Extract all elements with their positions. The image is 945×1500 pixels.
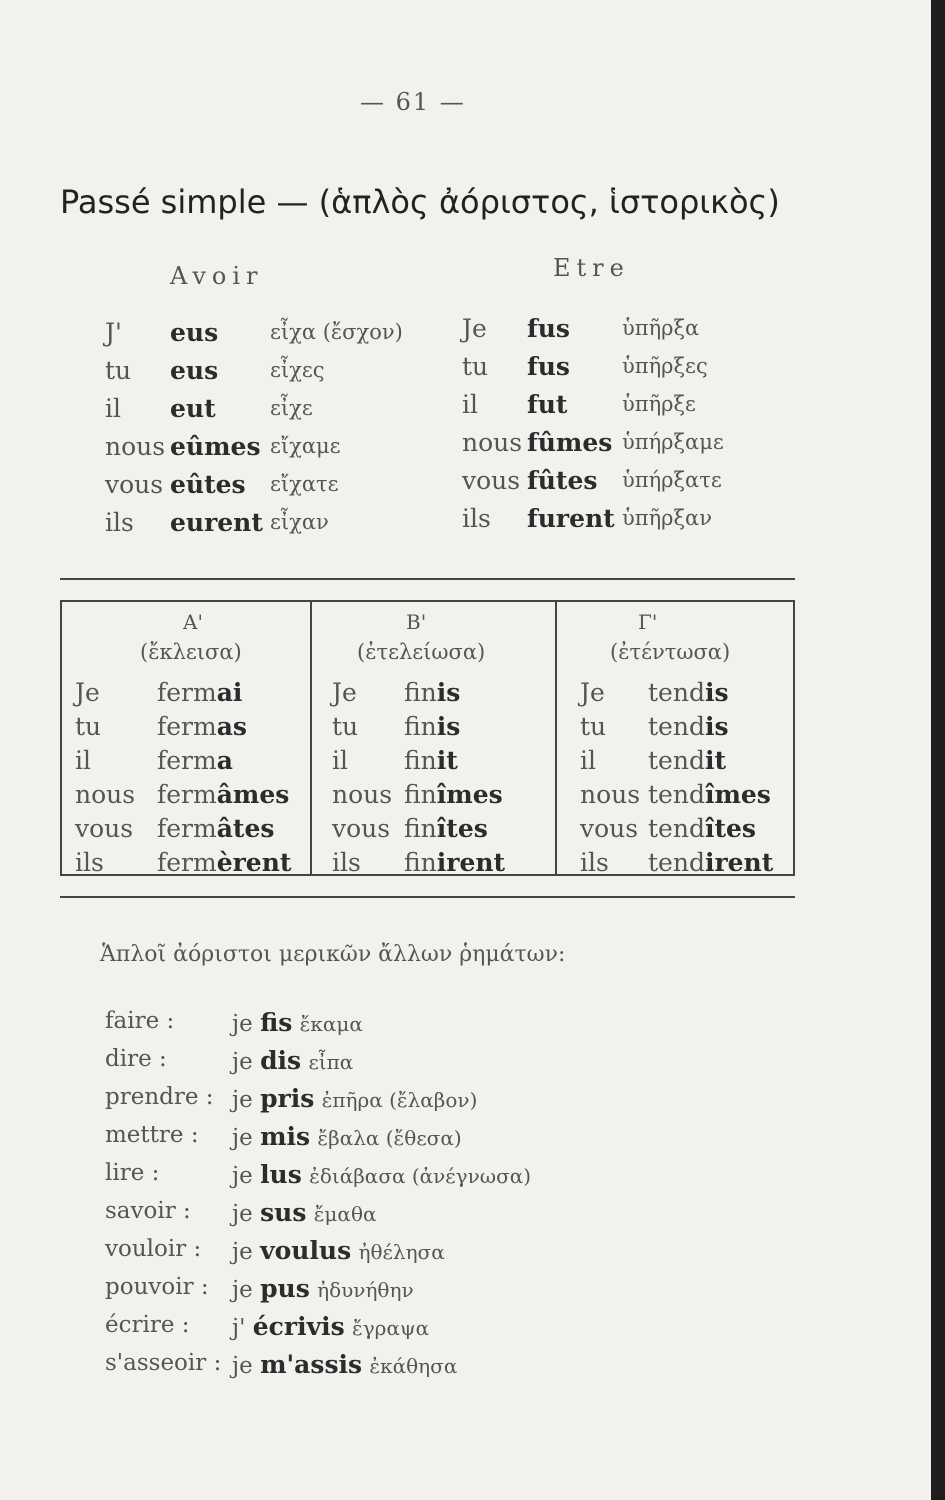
table-pronoun: ils (75, 848, 104, 877)
avoir-verb-form: eûmes (170, 432, 261, 461)
infinitive: mettre : (105, 1122, 199, 1148)
conjugated-form (232, 1236, 445, 1265)
pronoun-je: je (232, 1239, 253, 1265)
etre-greek-translation: ὑπήρξατε (622, 468, 722, 492)
verb-ending: is (436, 712, 461, 741)
verb-ending: irent (704, 848, 774, 877)
passe-simple-form: voulus (260, 1236, 352, 1265)
table-pronoun: tu (332, 712, 359, 741)
greek-translation: ἔμαθα (313, 1202, 377, 1226)
table-column (580, 608, 810, 878)
table-row (75, 848, 292, 877)
pronoun-je: je (232, 1353, 253, 1379)
table-verb (404, 780, 503, 809)
table-row (332, 814, 488, 843)
avoir-greek-translation: εἴχατε (270, 472, 339, 496)
verb-ending: âmes (216, 780, 290, 809)
avoir-verb-form: eus (170, 356, 219, 385)
verb-stem: tend (648, 848, 705, 877)
column-greek: (ἐτέντωσα) (610, 640, 731, 664)
table-verb (404, 678, 460, 707)
etre-pronoun: vous (462, 466, 521, 495)
etre-verb-form: fûtes (527, 466, 598, 495)
irregular-intro: Ἁπλοῖ ἀόριστοι μερικῶν ἄλλων ῥημάτων: (100, 942, 566, 967)
pronoun-je: je (232, 1277, 253, 1303)
table-pronoun: tu (75, 712, 102, 741)
infinitive: pouvoir : (105, 1274, 209, 1300)
table-row (332, 848, 506, 877)
page-edge (931, 0, 945, 1500)
table-pronoun: Je (332, 678, 357, 707)
verb-ending: it (436, 746, 458, 775)
table-verb (404, 814, 488, 843)
pronoun-je: je (232, 1087, 253, 1113)
infinitive: lire : (105, 1160, 160, 1186)
passe-simple-form: mis (260, 1122, 311, 1151)
verb-stem: tend (648, 712, 705, 741)
table-verb (404, 848, 505, 877)
table-verb (648, 712, 729, 741)
verb-ending: îmes (704, 780, 771, 809)
avoir-pronoun: nous (105, 432, 166, 461)
verb-stem: ferm (157, 848, 217, 877)
table-row (75, 746, 233, 775)
table-pronoun: Je (580, 678, 605, 707)
conjugated-form (232, 1046, 353, 1075)
table-pronoun: nous (580, 780, 641, 809)
avoir-greek-translation: εἶχα (ἔσχον) (270, 320, 403, 344)
conjugated-form (232, 1274, 414, 1303)
verb-ending: irent (436, 848, 506, 877)
verb-ending: is (704, 678, 729, 707)
infinitive: s'asseoir : (105, 1350, 222, 1376)
etre-pronoun: nous (462, 428, 523, 457)
table-row (75, 678, 243, 707)
verb-ending: is (704, 712, 729, 741)
verb-stem: ferm (157, 780, 217, 809)
avoir-pronoun: ils (105, 508, 134, 537)
table-pronoun: ils (580, 848, 609, 877)
verb-stem: tend (648, 678, 705, 707)
etre-verb-form: fûmes (527, 428, 613, 457)
table-left-border (60, 600, 62, 876)
pronoun-je: je (232, 1011, 253, 1037)
verb-ending: îtes (704, 814, 756, 843)
infinitive: faire : (105, 1008, 175, 1034)
table-row (580, 712, 729, 741)
table-pronoun: il (75, 746, 91, 775)
etre-greek-translation: ὑπῆρξαν (622, 506, 713, 530)
table-pronoun: Je (75, 678, 100, 707)
greek-translation: ἐπῆρα (ἔλαβον) (321, 1088, 478, 1112)
conjugated-form (232, 1312, 429, 1341)
greek-translation: ἠδυνήθην (317, 1278, 414, 1302)
pronoun-je: je (232, 1201, 253, 1227)
verb-stem: fin (404, 746, 437, 775)
table-column (332, 608, 562, 878)
table-row (580, 746, 726, 775)
infinitive: écrire : (105, 1312, 190, 1338)
verb-stem: ferm (157, 746, 217, 775)
greek-translation: εἶπα (308, 1050, 354, 1074)
table-bottom-rule (60, 896, 795, 898)
verb-stem: tend (648, 814, 705, 843)
greek-translation: ἐδιάβασα (ἀνέγνωσα) (309, 1164, 532, 1188)
table-row (75, 712, 247, 741)
etre-verb-form: furent (527, 504, 615, 533)
table-pronoun: il (332, 746, 348, 775)
avoir-greek-translation: εἶχε (270, 396, 313, 420)
passe-simple-form: fis (260, 1008, 293, 1037)
conjugated-form (232, 1198, 377, 1227)
passe-simple-form: pus (260, 1274, 310, 1303)
table-pronoun: nous (332, 780, 393, 809)
etre-verb-form: fus (527, 314, 571, 343)
infinitive: vouloir : (105, 1236, 202, 1262)
column-label: Α' (183, 610, 203, 634)
etre-pronoun: ils (462, 504, 491, 533)
table-verb (648, 814, 756, 843)
verb-stem: fin (404, 814, 437, 843)
table-verb (157, 848, 291, 877)
pronoun-je: je (232, 1163, 253, 1189)
table-row (580, 848, 774, 877)
verb-stem: fin (404, 678, 437, 707)
table-row (580, 814, 756, 843)
table-row (580, 678, 729, 707)
table-row (332, 780, 503, 809)
verb-ending: îtes (436, 814, 488, 843)
avoir-greek-translation: εἶχες (270, 358, 325, 382)
verb-stem: fin (404, 848, 437, 877)
table-column (75, 608, 305, 878)
table-verb (648, 678, 729, 707)
etre-pronoun: Je (462, 314, 487, 343)
table-row (332, 746, 458, 775)
etre-heading: Etre (553, 254, 630, 282)
conjugated-form (232, 1160, 531, 1189)
avoir-greek-translation: εἴχαμε (270, 434, 341, 458)
table-row (332, 712, 461, 741)
table-verb (157, 712, 247, 741)
table-pronoun: ils (332, 848, 361, 877)
table-verb (404, 712, 460, 741)
passe-simple-form: sus (260, 1198, 307, 1227)
passe-simple-form: lus (260, 1160, 302, 1189)
passe-simple-form: pris (260, 1084, 315, 1113)
verb-ending: it (704, 746, 726, 775)
table-verb (404, 746, 458, 775)
section-title: Passé simple — (ἁπλὸς ἀόριστος, ἱστορικὸς) (60, 183, 780, 221)
table-pronoun: vous (332, 814, 391, 843)
table-verb (648, 746, 726, 775)
table-pronoun: tu (580, 712, 607, 741)
verb-stem: fin (404, 780, 437, 809)
verb-ending: as (216, 712, 247, 741)
table-top-rule-inner (60, 600, 795, 602)
table-verb (157, 678, 242, 707)
table-pronoun: vous (580, 814, 639, 843)
conjugated-form (232, 1350, 457, 1379)
passe-simple-form: écrivis (252, 1312, 345, 1341)
avoir-pronoun: tu (105, 356, 132, 385)
table-row (332, 678, 461, 707)
column-label: Γ' (638, 610, 658, 634)
verb-ending: ai (216, 678, 243, 707)
etre-verb-form: fus (527, 352, 571, 381)
conjugation-table (60, 578, 795, 898)
table-divider-1 (310, 600, 312, 876)
verb-ending: îmes (436, 780, 503, 809)
avoir-pronoun: J' (105, 318, 122, 347)
avoir-verb-form: eûtes (170, 470, 246, 499)
conjugated-form (232, 1084, 477, 1113)
table-pronoun: nous (75, 780, 136, 809)
etre-greek-translation: ὑπήρξαμε (622, 430, 724, 454)
table-verb (157, 746, 233, 775)
avoir-verb-form: eus (170, 318, 219, 347)
verb-ending: âtes (216, 814, 275, 843)
table-pronoun: il (580, 746, 596, 775)
verb-stem: ferm (157, 712, 217, 741)
table-verb (157, 780, 289, 809)
avoir-pronoun: il (105, 394, 121, 423)
etre-greek-translation: ὑπῆρξε (622, 392, 696, 416)
conjugated-form (232, 1122, 462, 1151)
etre-verb-form: fut (527, 390, 568, 419)
greek-translation: ἐκάθησα (369, 1354, 458, 1378)
table-top-rule (60, 578, 795, 580)
verb-ending: a (216, 746, 233, 775)
etre-greek-translation: ὑπῆρξα (622, 316, 700, 340)
avoir-verb-form: eurent (170, 508, 263, 537)
passe-simple-form: m'assis (260, 1350, 363, 1379)
table-pronoun: vous (75, 814, 134, 843)
infinitive: prendre : (105, 1084, 214, 1110)
avoir-verb-form: eut (170, 394, 216, 423)
avoir-greek-translation: εἶχαν (270, 510, 329, 534)
etre-greek-translation: ὑπῆρξες (622, 354, 708, 378)
conjugated-form (232, 1008, 363, 1037)
verb-ending: èrent (216, 848, 292, 877)
column-greek: (ἔκλεισα) (140, 640, 242, 664)
passe-simple-form: dis (260, 1046, 302, 1075)
table-row (75, 780, 290, 809)
column-label: Β' (406, 610, 427, 634)
etre-pronoun: tu (462, 352, 489, 381)
pronoun-je: je (232, 1125, 253, 1151)
pronoun-je: j' (232, 1315, 246, 1341)
verb-ending: is (436, 678, 461, 707)
verb-stem: ferm (157, 678, 217, 707)
verb-stem: ferm (157, 814, 217, 843)
greek-translation: ἔγραψα (352, 1316, 430, 1340)
table-row (580, 780, 771, 809)
avoir-pronoun: vous (105, 470, 164, 499)
table-verb (157, 814, 274, 843)
verb-stem: tend (648, 780, 705, 809)
greek-translation: ἔβαλα (ἔθεσα) (317, 1126, 462, 1150)
pronoun-je: je (232, 1049, 253, 1075)
greek-translation: ἠθέλησα (358, 1240, 445, 1264)
verb-stem: fin (404, 712, 437, 741)
table-verb (648, 848, 773, 877)
table-row (75, 814, 275, 843)
infinitive: dire : (105, 1046, 167, 1072)
page-number: — 61 — (360, 88, 466, 116)
verb-stem: tend (648, 746, 705, 775)
column-greek: (ἐτελείωσα) (357, 640, 486, 664)
greek-translation: ἔκαμα (299, 1012, 363, 1036)
infinitive: savoir : (105, 1198, 191, 1224)
table-verb (648, 780, 771, 809)
avoir-heading: Avoir (170, 262, 264, 290)
etre-pronoun: il (462, 390, 478, 419)
